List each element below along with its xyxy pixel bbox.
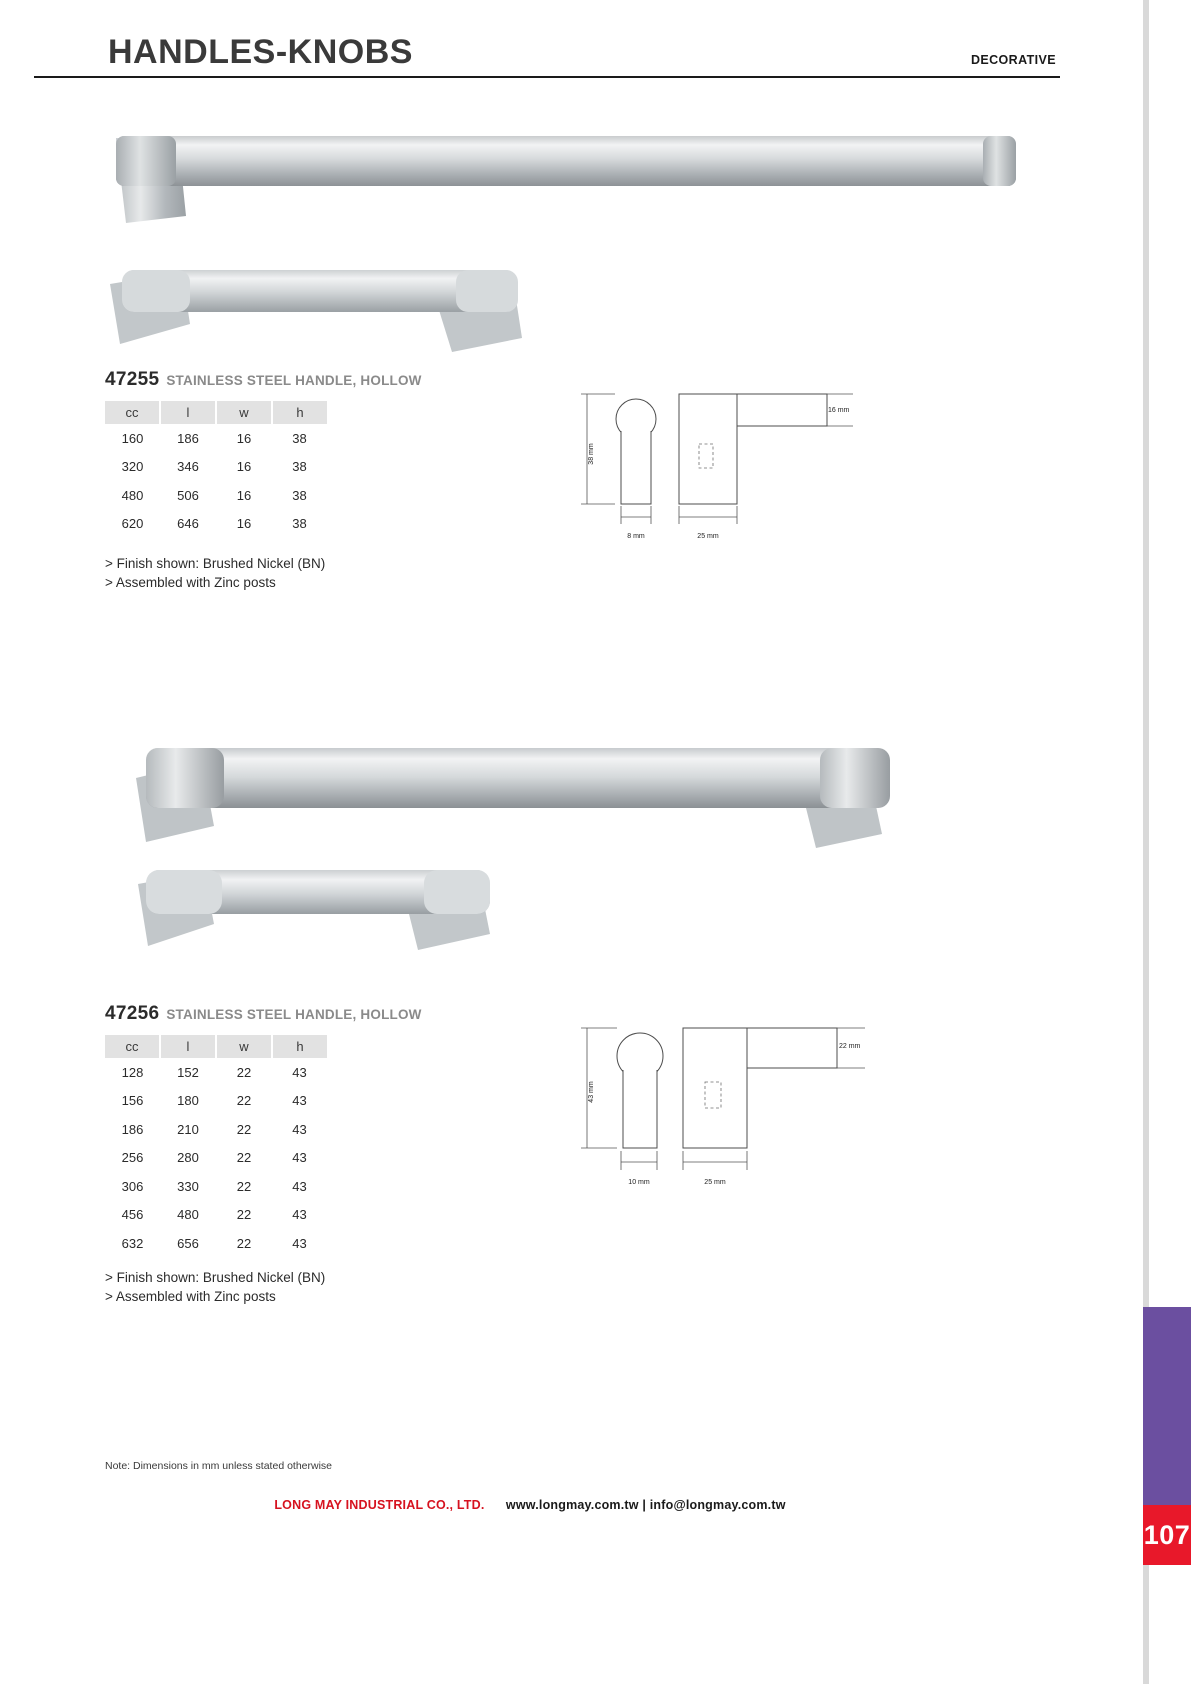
cell-cc: 480 <box>121 487 144 503</box>
column-header-l: l <box>160 1035 216 1058</box>
cell-cc: 632 <box>121 1235 144 1251</box>
cell-w: 22 <box>236 1064 252 1080</box>
cell-w: 22 <box>236 1150 252 1166</box>
cell-h: 38 <box>292 459 307 475</box>
column-header-cc: cc <box>105 1035 160 1058</box>
cell-w: 16 <box>236 487 252 503</box>
technical-drawing-47256 <box>575 1020 875 1205</box>
cell-l: 646 <box>177 516 199 532</box>
spec-table-47255 <box>105 401 327 538</box>
table-header-row <box>105 1035 327 1058</box>
cell-h: 43 <box>292 1178 307 1194</box>
cell-cc: 160 <box>121 430 144 446</box>
table-row <box>105 1229 327 1258</box>
column-header-h: h <box>272 1035 327 1058</box>
cell-cc: 320 <box>121 459 144 475</box>
cell-l: 180 <box>177 1093 199 1109</box>
product-description: STAINLESS STEEL HANDLE, HOLLOW <box>166 373 422 388</box>
cell-h: 43 <box>292 1121 307 1137</box>
table-row <box>105 453 327 482</box>
table-row <box>105 1201 327 1230</box>
table-row <box>105 1087 327 1116</box>
cell-h: 43 <box>292 1064 307 1080</box>
note-line: > Assembled with Zinc posts <box>105 575 276 590</box>
cell-w: 22 <box>236 1207 252 1223</box>
cell-l: 280 <box>177 1150 199 1166</box>
cell-l: 152 <box>177 1064 199 1080</box>
column-header-w: w <box>216 401 272 424</box>
dim-width-label: 8 mm <box>627 533 645 540</box>
cell-l: 346 <box>177 459 199 475</box>
dim-depth-label: 25 mm <box>697 533 719 540</box>
category-label: DECORATIVE <box>970 53 1056 67</box>
product-code: 47256 <box>105 1003 160 1024</box>
cell-h: 38 <box>292 487 307 503</box>
dim-depth-label: 25 mm <box>704 1179 726 1186</box>
product-image-47255-long <box>108 118 1023 233</box>
table-row <box>105 481 327 510</box>
product-title-47256 <box>105 1003 422 1025</box>
cell-h: 38 <box>292 430 307 446</box>
footer-bar <box>0 1498 1060 1512</box>
product-description: STAINLESS STEEL HANDLE, HOLLOW <box>166 1007 422 1022</box>
note-line: > Assembled with Zinc posts <box>105 1289 276 1304</box>
product-notes-47256 <box>105 1268 325 1306</box>
cell-w: 22 <box>236 1093 252 1109</box>
product-image-47256-perspective <box>132 862 512 967</box>
cell-l: 186 <box>177 430 199 446</box>
cell-cc: 156 <box>121 1093 144 1109</box>
table-row <box>105 424 327 453</box>
cell-cc: 306 <box>121 1178 144 1194</box>
table-row <box>105 510 327 539</box>
dim-height-label: 38 mm <box>588 443 595 465</box>
cell-l: 330 <box>177 1178 199 1194</box>
cell-h: 43 <box>292 1093 307 1109</box>
note-line: > Finish shown: Brushed Nickel (BN) <box>105 1270 326 1285</box>
cell-w: 22 <box>236 1235 252 1251</box>
cell-cc: 620 <box>121 516 144 532</box>
cell-w: 16 <box>236 430 252 446</box>
page-number: 107 <box>1143 1519 1191 1550</box>
cell-l: 210 <box>177 1121 199 1137</box>
dim-width-label: 10 mm <box>628 1179 650 1186</box>
column-header-h: h <box>272 401 327 424</box>
cell-cc: 186 <box>121 1121 144 1137</box>
cell-w: 16 <box>236 459 252 475</box>
cell-cc: 256 <box>121 1150 144 1166</box>
column-header-cc: cc <box>105 401 160 424</box>
technical-drawing-47255 <box>575 386 865 556</box>
cell-w: 22 <box>236 1121 252 1137</box>
table-row <box>105 1144 327 1173</box>
cell-cc: 128 <box>121 1064 144 1080</box>
cell-h: 38 <box>292 516 307 532</box>
column-header-w: w <box>216 1035 272 1058</box>
cell-w: 16 <box>236 516 252 532</box>
footer-note: Note: Dimensions in mm unless stated otherwise <box>105 1460 333 1472</box>
dim-offset-label: 16 mm <box>828 407 850 414</box>
cell-h: 43 <box>292 1235 307 1251</box>
cell-h: 43 <box>292 1207 307 1223</box>
footer-web: www.longmay.com.tw | info@longmay.com.tw <box>505 1498 786 1512</box>
gutter-purple-block <box>1143 1307 1191 1505</box>
product-title-47255 <box>105 369 422 391</box>
cell-cc: 456 <box>121 1207 144 1223</box>
dim-offset-label: 22 mm <box>839 1043 861 1050</box>
cell-l: 656 <box>177 1235 199 1251</box>
dim-height-label: 43 mm <box>588 1081 595 1103</box>
table-row <box>105 1058 327 1087</box>
cell-h: 43 <box>292 1150 307 1166</box>
table-header-row <box>105 401 327 424</box>
footer-company: LONG MAY INDUSTRIAL CO., LTD. <box>274 1498 485 1512</box>
cell-w: 22 <box>236 1178 252 1194</box>
note-line: > Finish shown: Brushed Nickel (BN) <box>105 556 326 571</box>
spec-table-47256 <box>105 1035 327 1258</box>
cell-l: 480 <box>177 1207 199 1223</box>
header-divider <box>34 76 1060 78</box>
product-image-47256-long <box>130 730 920 860</box>
product-code: 47255 <box>105 369 160 390</box>
table-row <box>105 1115 327 1144</box>
product-notes-47255 <box>105 554 325 592</box>
page-title: HANDLES-KNOBS <box>108 33 413 71</box>
cell-l: 506 <box>177 487 199 503</box>
column-header-l: l <box>160 401 216 424</box>
product-image-47255-perspective <box>104 252 544 367</box>
table-row <box>105 1172 327 1201</box>
